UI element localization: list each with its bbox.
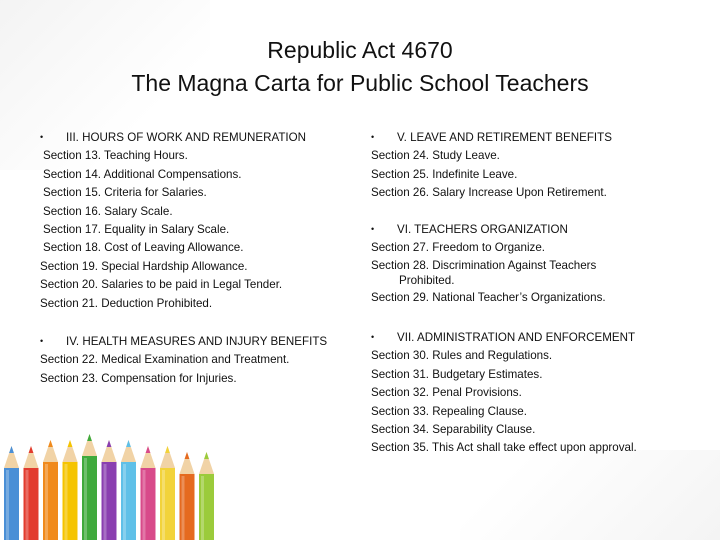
list-item: Section 31. Budgetary Estimates. — [371, 367, 543, 381]
list-item: Section 14. Additional Compensations. — [43, 167, 242, 181]
pencil-icon — [180, 452, 195, 540]
section-hours-block — [40, 128, 306, 313]
list-item: Section 18. Cost of Leaving Allowance. — [43, 241, 244, 255]
list-item: Section 22. Medical Examination and Treatment. — [40, 353, 290, 367]
list-item: Section 15. Criteria for Salaries. — [43, 186, 207, 200]
list-item: Section 23. Compensation for Injuries. — [40, 371, 237, 385]
list-item-continuation: Prohibited. — [399, 273, 455, 287]
bullet-icon: • — [40, 336, 44, 346]
pencil-icon — [4, 446, 19, 540]
section-heading-health: • IV. HEALTH MEASURES AND INJURY BENEFITS — [40, 332, 327, 351]
title-line-2: The Magna Carta for Public School Teachers — [131, 70, 589, 96]
pencil-icon — [102, 440, 117, 540]
list-item: Section 28. Discrimination Against Teachers — [371, 258, 597, 272]
list-item: Section 30. Rules and Regulations. — [371, 349, 553, 363]
colored-pencils-image — [0, 420, 240, 540]
list-item: Section 25. Indefinite Leave. — [371, 167, 518, 181]
bullet-icon: • — [371, 224, 375, 234]
slide-title — [0, 34, 720, 100]
title-line-1: Republic Act 4670 — [267, 37, 453, 63]
list-item: Section 34. Separability Clause. — [371, 423, 536, 437]
section-heading-admin: • VII. ADMINISTRATION AND ENFORCEMENT — [371, 328, 637, 347]
list-item: Section 29. National Teacher’s Organizations. — [371, 290, 606, 304]
list-item: Section 24. Study Leave. — [371, 149, 500, 163]
list-item: Section 17. Equality in Salary Scale. — [43, 223, 230, 237]
section-leave-block — [371, 128, 612, 203]
pencil-icon — [141, 446, 156, 540]
section-admin-block — [371, 328, 637, 458]
list-item: Section 26. Salary Increase Upon Retirement. — [371, 186, 607, 200]
pencil-icon — [82, 434, 97, 540]
pencil-icon — [63, 440, 78, 540]
pencil-icon — [43, 440, 58, 540]
section-heading-hours: • III. HOURS OF WORK AND REMUNERATION — [40, 128, 306, 147]
pencil-icon — [24, 446, 39, 540]
list-item: Section 13. Teaching Hours. — [43, 149, 188, 163]
bullet-icon: • — [40, 132, 44, 142]
section-health-block — [40, 332, 327, 388]
corner-decoration-bottom — [460, 450, 720, 540]
list-item: Section 32. Penal Provisions. — [371, 386, 522, 400]
list-item: Section 19. Special Hardship Allowance. — [40, 259, 248, 273]
list-item: Section 27. Freedom to Organize. — [371, 241, 545, 255]
list-item: Section 16. Salary Scale. — [43, 204, 173, 218]
list-item: Section 33. Repealing Clause. — [371, 404, 527, 418]
pencil-icon — [199, 452, 214, 540]
list-item: Section 35. This Act shall take effect upon approval. — [371, 441, 637, 455]
pencil-icon — [121, 440, 136, 540]
bullet-icon: • — [371, 332, 375, 342]
pencil-icon — [160, 446, 175, 540]
section-heading-leave: • V. LEAVE AND RETIREMENT BENEFITS — [371, 128, 612, 147]
section-heading-org: • VI. TEACHERS ORGANIZATION — [371, 220, 606, 239]
list-item: Section 20. Salaries to be paid in Legal Tender. — [40, 278, 283, 292]
section-org-block — [371, 220, 606, 307]
list-item: Section 21. Deduction Prohibited. — [40, 296, 213, 310]
bullet-icon: • — [371, 132, 375, 142]
